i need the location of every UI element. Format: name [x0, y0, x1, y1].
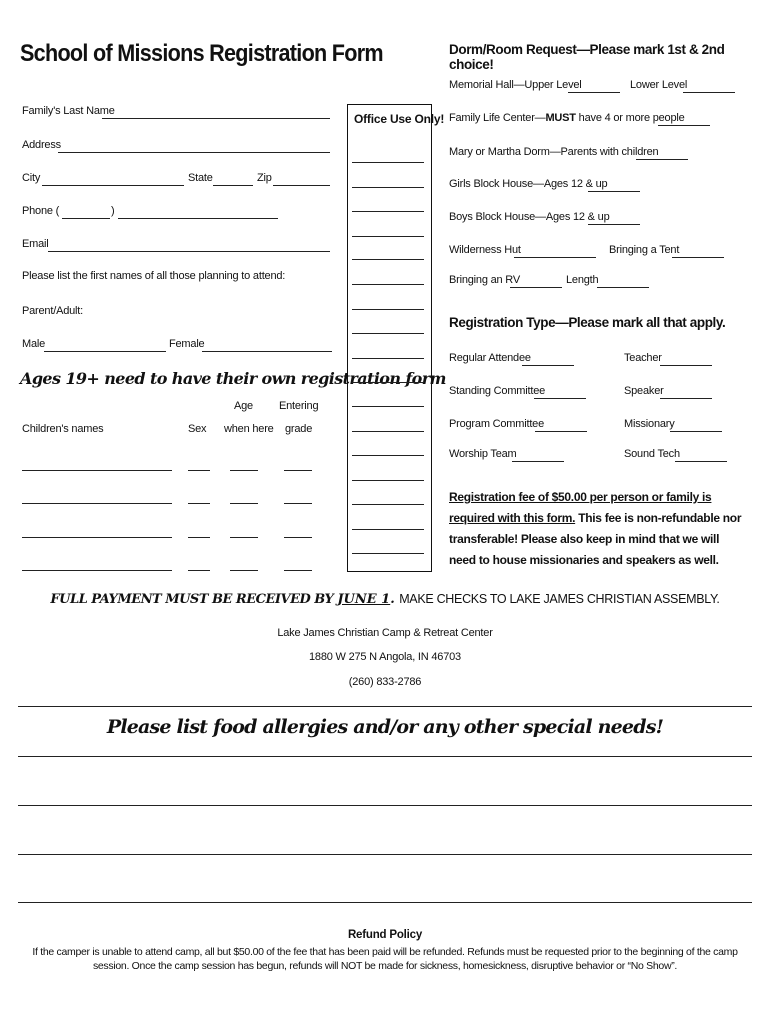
reg-option-label: Standing Committee: [449, 385, 546, 397]
col-grade-label-1: Entering: [279, 400, 319, 412]
child-age-field[interactable]: [230, 503, 258, 504]
flc-label: Family Life Center—MUST have 4 or more people: [449, 112, 685, 124]
male-field[interactable]: [44, 351, 166, 352]
child-sex-field[interactable]: [188, 537, 210, 538]
male-label: Male: [22, 338, 46, 350]
reg-worship-field[interactable]: [512, 461, 564, 462]
boys-block-field[interactable]: [588, 224, 640, 225]
office-line: [352, 187, 424, 188]
parent-adult-label: Parent/Adult:: [22, 305, 83, 317]
reg-option-label: Speaker: [624, 385, 664, 397]
refund-title: Refund Policy: [347, 929, 423, 941]
office-line: [352, 259, 424, 260]
zip-label: Zip: [257, 172, 272, 184]
memorial-lower-field[interactable]: [683, 92, 735, 93]
allergies-top-rule: [18, 706, 752, 707]
office-line: [352, 358, 424, 359]
col-age-label-1: Age: [234, 400, 253, 412]
reg-option-label: Program Committee: [449, 418, 545, 430]
email-field[interactable]: [48, 251, 330, 252]
reg-standing-field[interactable]: [534, 398, 586, 399]
reg-program-field[interactable]: [535, 431, 587, 432]
col-sex-label: Sex: [188, 423, 207, 435]
office-line: [352, 480, 424, 481]
form-title: School of Missions Registration Form: [20, 40, 383, 67]
child-grade-field[interactable]: [284, 470, 312, 471]
office-line: [352, 309, 424, 310]
office-line: [352, 504, 424, 505]
reg-regular-field[interactable]: [522, 365, 574, 366]
office-line: [352, 382, 424, 383]
ages-notice: Ages 19+ need to have their own registration form: [20, 369, 446, 388]
office-use-label: Office Use Only!: [354, 112, 445, 126]
mary-martha-field[interactable]: [636, 159, 688, 160]
last-name-label: Family's Last Name: [22, 105, 115, 117]
office-line: [352, 529, 424, 530]
child-sex-field[interactable]: [188, 470, 210, 471]
col-grade-label-2: grade: [285, 423, 313, 435]
office-line: [352, 455, 424, 456]
phone-number-field[interactable]: [118, 218, 278, 219]
memorial-upper-label: Memorial Hall—Upper Level: [449, 79, 582, 91]
female-label: Female: [169, 338, 205, 350]
memorial-upper-field[interactable]: [568, 92, 620, 93]
email-label: Email: [22, 238, 49, 250]
fee-notice: Registration fee of $50.00 per person or family is required with this form. This fee is non-refundable nor transferable! Please also keep in mind that we will need to house missionaries and speakers as well.: [449, 490, 742, 567]
camp-address: 1880 W 275 N Angola, IN 46703: [309, 651, 461, 663]
dorm-header: Dorm/Room Request—Please mark 1st & 2nd choice!: [449, 42, 725, 72]
office-line: [352, 553, 424, 554]
allergies-line[interactable]: [18, 756, 752, 757]
child-name-field[interactable]: [22, 537, 172, 538]
rv-field[interactable]: [510, 287, 562, 288]
office-line: [352, 236, 424, 237]
child-grade-field[interactable]: [284, 570, 312, 571]
female-field[interactable]: [202, 351, 332, 352]
address-field[interactable]: [58, 152, 330, 153]
col-age-label-2: when here: [224, 423, 274, 435]
phone-label: Phone (: [22, 205, 60, 217]
state-label: State: [188, 172, 213, 184]
office-line: [352, 406, 424, 407]
allergies-line[interactable]: [18, 902, 752, 903]
allergies-line[interactable]: [18, 854, 752, 855]
reg-option-label: Worship Team: [449, 448, 517, 460]
child-age-field[interactable]: [230, 570, 258, 571]
memorial-lower-label: Lower Level: [630, 79, 688, 91]
state-field[interactable]: [213, 185, 253, 186]
col-children-label: Children's names: [22, 423, 104, 435]
office-line: [352, 211, 424, 212]
office-line: [352, 333, 424, 334]
wilderness-hut-field[interactable]: [514, 257, 596, 258]
city-label: City: [22, 172, 41, 184]
child-name-field[interactable]: [22, 503, 172, 504]
reg-option-label: Teacher: [624, 352, 662, 364]
reg-option-label: Sound Tech: [624, 448, 680, 460]
rv-length-label: Length: [566, 274, 599, 286]
child-name-field[interactable]: [22, 470, 172, 471]
wilderness-hut-label: Wilderness Hut: [449, 244, 521, 256]
flc-field[interactable]: [658, 125, 710, 126]
tent-field[interactable]: [672, 257, 724, 258]
boys-block-label: Boys Block House—Ages 12 & up: [449, 211, 610, 223]
reg-speaker-field[interactable]: [660, 398, 712, 399]
girls-block-label: Girls Block House—Ages 12 & up: [449, 178, 608, 190]
phone-area-field[interactable]: [62, 218, 110, 219]
camp-phone: (260) 833-2786: [348, 676, 422, 688]
office-line: [352, 284, 424, 285]
child-grade-field[interactable]: [284, 503, 312, 504]
phone-paren: ): [111, 205, 115, 217]
allergies-line[interactable]: [18, 805, 752, 806]
reg-option-label: Missionary: [624, 418, 675, 430]
reg-option-label: Regular Attendee: [449, 352, 531, 364]
mary-martha-label: Mary or Martha Dorm—Parents with children: [449, 146, 659, 158]
last-name-field[interactable]: [102, 118, 330, 119]
city-field[interactable]: [42, 185, 184, 186]
rv-label: Bringing an RV: [449, 274, 520, 286]
office-line: [352, 162, 424, 163]
child-sex-field[interactable]: [188, 570, 210, 571]
camp-name: Lake James Christian Camp & Retreat Center: [277, 627, 493, 639]
tent-label: Bringing a Tent: [609, 244, 680, 256]
refund-text: If the camper is unable to attend camp, all but $50.00 of the fee that has been paid will be refunded. Refunds must be requested prior to the beginning of the camp session. Once the camp session has begun, refunds will NOT be made for sickness, homesickness, disruptive behavior or “No Show”.: [32, 946, 738, 972]
child-age-field[interactable]: [230, 537, 258, 538]
child-grade-field[interactable]: [284, 537, 312, 538]
office-line: [352, 431, 424, 432]
office-use-box: [347, 104, 432, 572]
registration-type-header: Registration Type—Please mark all that apply.: [449, 315, 726, 330]
zip-field[interactable]: [273, 185, 330, 186]
rv-length-field[interactable]: [597, 287, 649, 288]
girls-block-field[interactable]: [588, 191, 640, 192]
address-label: Address: [22, 139, 61, 151]
allergies-label: Please list food allergies and/or any other special needs!: [106, 716, 664, 738]
payment-notice: FULL PAYMENT MUST BE RECEIVED BY JUNE 1. MAKE CHECKS TO LAKE JAMES CHRISTIAN ASSEMBLY.: [50, 592, 720, 607]
child-age-field[interactable]: [230, 470, 258, 471]
attend-instruction: Please list the first names of all those planning to attend:: [22, 270, 286, 282]
reg-teacher-field[interactable]: [660, 365, 712, 366]
child-sex-field[interactable]: [188, 503, 210, 504]
child-name-field[interactable]: [22, 570, 172, 571]
reg-missionary-field[interactable]: [670, 431, 722, 432]
reg-soundtech-field[interactable]: [675, 461, 727, 462]
